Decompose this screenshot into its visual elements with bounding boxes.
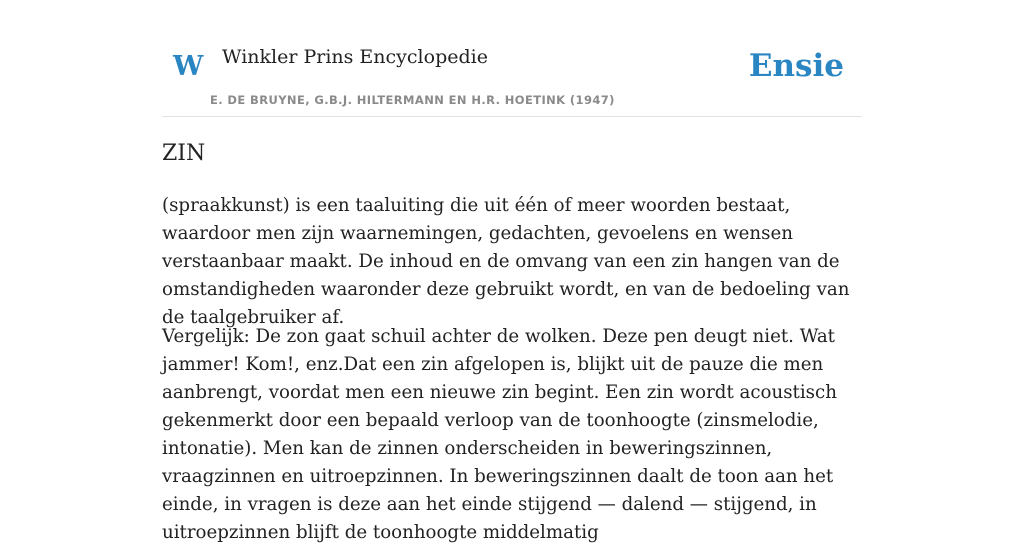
source-title-link[interactable]: Winkler Prins Encyclopedie [222, 46, 488, 68]
source-logo[interactable]: W [173, 51, 204, 82]
entry-paragraph-1: (spraakkunst) is een taaluiting die uit één of meer woorden bestaat, waardoor men zijn waarnemingen, gedachten, gevoelens en wensen verstaanbaar maakt. De inhoud en de omvang van een zin hangen van de omstandigheden waaronder deze gebruikt wordt, en van de bedoeling van de taalgebruiker af. [162, 195, 850, 328]
entry-title: ZIN [162, 141, 206, 166]
entry-paragraph-2: Vergelijk: De zon gaat schuil achter de wolken. Deze pen deugt niet. Wat jammer! Kom!, enz.Dat een zin afgelopen is, blijkt uit de pauze die men aanbrengt, voordat men een nieuwe zin begint. Een zin wordt acoustisch gekenmerkt door een bepaald verloop van de toonhoogte (zinsmelodie, intonatie). Men kan de zinnen onderscheiden in beweringszinnen, vraagzinnen en uitroepzinnen. In beweringszinnen daalt de toon aan het einde, in vragen is deze aan het einde stijgend — dalend — stijgend, in uitroepzinnen blijft de toonhoogte middelmatig [162, 326, 837, 543]
source-authors: E. DE BRUYNE, G.B.J. HILTERMANN EN H.R. HOETINK (1947) [210, 93, 615, 107]
source-header [162, 0, 862, 117]
content-container [162, 0, 862, 543]
ensie-brand-logo[interactable]: Ensie [748, 48, 844, 84]
